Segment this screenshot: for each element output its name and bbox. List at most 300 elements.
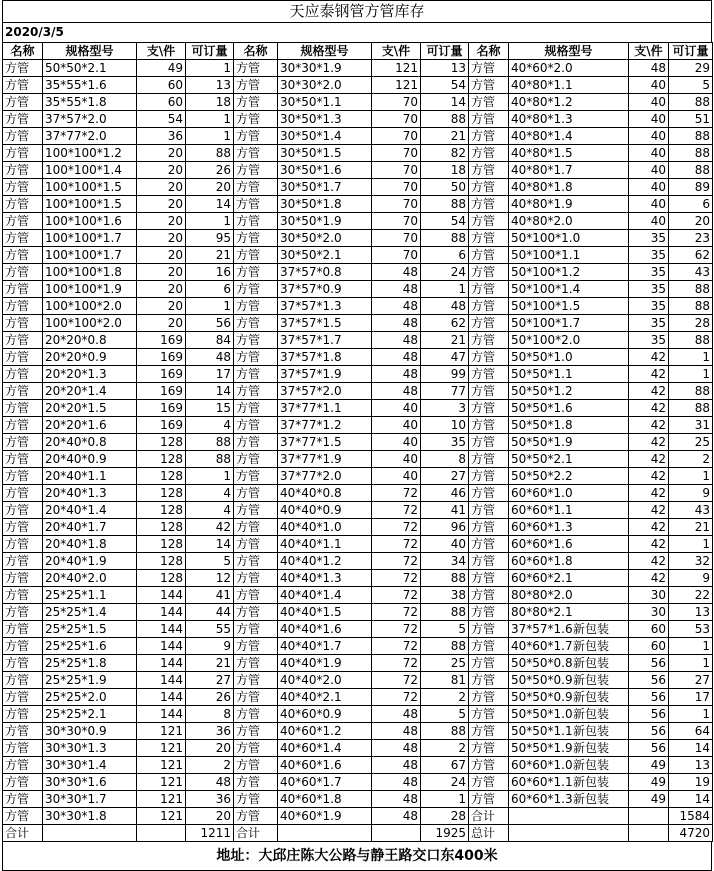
- spec-model: 40*60*0.9: [278, 706, 372, 723]
- available-qty: 1: [669, 366, 713, 383]
- product-name: 方管: [3, 383, 43, 400]
- available-qty: 77: [421, 383, 469, 400]
- spec-model: 20*40*0.9: [43, 451, 137, 468]
- package-note: 新包装: [573, 622, 610, 636]
- header-cell: 可订量: [421, 43, 469, 60]
- pieces-per-bundle: 42: [629, 519, 669, 536]
- product-name: 方管: [469, 264, 509, 281]
- available-qty: 5: [421, 706, 469, 723]
- product-name: 方管: [469, 791, 509, 808]
- spec-model: 20*40*1.9: [43, 553, 137, 570]
- available-qty: 48: [186, 774, 234, 791]
- table-row: [3, 587, 713, 604]
- available-qty: 96: [421, 519, 469, 536]
- available-qty: 21: [186, 247, 234, 264]
- product-name: 方管: [234, 774, 278, 791]
- empty-cell: [278, 825, 372, 842]
- product-name: 方管: [234, 706, 278, 723]
- spec-model: [509, 638, 629, 655]
- pieces-per-bundle: 40: [629, 128, 669, 145]
- product-name: 方管: [469, 349, 509, 366]
- available-qty: 28: [669, 315, 713, 332]
- product-name: 方管: [234, 349, 278, 366]
- product-name: 方管: [469, 723, 509, 740]
- spec-model: 37*77*2.0: [278, 468, 372, 485]
- product-name: 方管: [469, 502, 509, 519]
- product-name: 方管: [3, 638, 43, 655]
- empty-cell: [509, 825, 629, 842]
- address-footer: 地址：大邱庄陈大公路与静王路交口东400米: [2, 842, 712, 871]
- product-name: 方管: [469, 162, 509, 179]
- table-row: [3, 417, 713, 434]
- spec-model: [509, 111, 629, 128]
- spec-value: 50*50*1.1: [511, 367, 573, 381]
- pieces-per-bundle: [629, 808, 669, 825]
- spec-value: 37*57*1.6: [511, 622, 573, 636]
- pieces-per-bundle: 35: [629, 315, 669, 332]
- empty-cell: [43, 825, 137, 842]
- spec-model: 40*60*1.2: [278, 723, 372, 740]
- pieces-per-bundle: 169: [137, 332, 186, 349]
- pieces-per-bundle: 121: [137, 757, 186, 774]
- product-name: 方管: [3, 247, 43, 264]
- spec-value: 50*50*1.9: [511, 435, 573, 449]
- product-name: 方管: [3, 434, 43, 451]
- available-qty: 13: [186, 77, 234, 94]
- spec-model: 30*50*1.5: [278, 145, 372, 162]
- product-name: 方管: [469, 485, 509, 502]
- spec-value: 50*50*1.9: [511, 741, 573, 755]
- available-qty: 43: [669, 502, 713, 519]
- available-qty: 38: [421, 587, 469, 604]
- spec-model: 40*40*1.0: [278, 519, 372, 536]
- table-row: [3, 638, 713, 655]
- pieces-per-bundle: 56: [629, 740, 669, 757]
- pieces-per-bundle: 72: [372, 519, 421, 536]
- pieces-per-bundle: 144: [137, 621, 186, 638]
- spec-model: [509, 247, 629, 264]
- product-name: 方管: [469, 774, 509, 791]
- product-name: 方管: [3, 485, 43, 502]
- pieces-per-bundle: 35: [629, 264, 669, 281]
- spec-value: 50*50*2.1: [511, 452, 573, 466]
- pieces-per-bundle: 42: [629, 502, 669, 519]
- spec-model: [509, 740, 629, 757]
- pieces-per-bundle: 128: [137, 468, 186, 485]
- available-qty: 9: [669, 570, 713, 587]
- pieces-per-bundle: 70: [372, 128, 421, 145]
- pieces-per-bundle: 70: [372, 145, 421, 162]
- spec-model: 20*40*1.8: [43, 536, 137, 553]
- available-qty: 9: [669, 485, 713, 502]
- product-name: 方管: [234, 366, 278, 383]
- total-label: 合计: [234, 825, 278, 842]
- available-qty: 1: [669, 638, 713, 655]
- spec-value: 40*80*1.3: [511, 112, 573, 126]
- spec-value: 50*50*1.0: [511, 707, 573, 721]
- product-name: 方管: [3, 128, 43, 145]
- header-cell: 可订量: [186, 43, 234, 60]
- available-qty: 50: [421, 179, 469, 196]
- product-name: 方管: [234, 502, 278, 519]
- available-qty: 20: [186, 740, 234, 757]
- empty-cell: [372, 825, 421, 842]
- available-qty: 13: [669, 604, 713, 621]
- spec-model: [509, 723, 629, 740]
- spec-model: 40*60*1.8: [278, 791, 372, 808]
- available-qty: 62: [669, 247, 713, 264]
- spec-value: 50*50*1.1: [511, 724, 573, 738]
- available-qty: 20: [186, 808, 234, 825]
- available-qty: 1: [186, 60, 234, 77]
- pieces-per-bundle: 36: [137, 128, 186, 145]
- product-name: 方管: [3, 536, 43, 553]
- available-qty: 14: [186, 196, 234, 213]
- product-name: 方管: [469, 298, 509, 315]
- spec-model: 30*30*1.9: [278, 60, 372, 77]
- product-name: 方管: [3, 468, 43, 485]
- spec-model: 100*100*1.5: [43, 196, 137, 213]
- available-qty: 88: [186, 145, 234, 162]
- available-qty: 56: [186, 315, 234, 332]
- spec-model: 20*40*1.3: [43, 485, 137, 502]
- spec-value: 60*60*1.3: [511, 520, 573, 534]
- package-note: 新包装: [573, 775, 610, 789]
- pieces-per-bundle: 56: [629, 655, 669, 672]
- product-name: 方管: [234, 264, 278, 281]
- available-qty: 1: [186, 298, 234, 315]
- spec-model: [509, 706, 629, 723]
- spec-model: 40*40*1.3: [278, 570, 372, 587]
- available-qty: 21: [669, 519, 713, 536]
- table-row: [3, 570, 713, 587]
- product-name: 方管: [234, 332, 278, 349]
- available-qty: 25: [669, 434, 713, 451]
- spec-value: 40*60*2.0: [511, 61, 573, 75]
- empty-cell: [629, 825, 669, 842]
- pieces-per-bundle: 70: [372, 94, 421, 111]
- available-qty: 88: [669, 128, 713, 145]
- product-name: 方管: [469, 468, 509, 485]
- table-row: [3, 757, 713, 774]
- product-name: 方管: [469, 315, 509, 332]
- available-qty: 36: [186, 791, 234, 808]
- spec-model: 37*57*1.8: [278, 349, 372, 366]
- spec-value: 50*50*1.2: [511, 384, 573, 398]
- spec-model: [509, 655, 629, 672]
- pieces-per-bundle: 72: [372, 604, 421, 621]
- available-qty: 24: [421, 264, 469, 281]
- spec-value: 40*80*1.5: [511, 146, 573, 160]
- pieces-per-bundle: 42: [629, 553, 669, 570]
- available-qty: 3: [421, 400, 469, 417]
- spec-model: 25*25*1.5: [43, 621, 137, 638]
- spec-model: 40*60*1.9: [278, 808, 372, 825]
- spec-model: 100*100*2.0: [43, 298, 137, 315]
- available-qty: 28: [421, 808, 469, 825]
- spec-model: [509, 689, 629, 706]
- available-qty: 46: [421, 485, 469, 502]
- spec-model: 37*57*2.0: [43, 111, 137, 128]
- pieces-per-bundle: 169: [137, 349, 186, 366]
- spec-value: 40*80*1.4: [511, 129, 573, 143]
- pieces-per-bundle: 72: [372, 502, 421, 519]
- pieces-per-bundle: 42: [629, 434, 669, 451]
- available-qty: 4: [186, 417, 234, 434]
- spec-value: 40*60*1.7: [511, 639, 573, 653]
- table-row: [3, 689, 713, 706]
- product-name: 方管: [234, 740, 278, 757]
- product-name: 方管: [3, 655, 43, 672]
- pieces-per-bundle: 20: [137, 264, 186, 281]
- table-row: [3, 774, 713, 791]
- available-qty: 88: [669, 332, 713, 349]
- available-qty: 1: [669, 468, 713, 485]
- pieces-per-bundle: 40: [629, 145, 669, 162]
- spec-model: 100*100*1.7: [43, 247, 137, 264]
- product-name: 方管: [3, 298, 43, 315]
- spec-model: [509, 94, 629, 111]
- table-row: [3, 672, 713, 689]
- available-qty: 6: [669, 196, 713, 213]
- available-qty: 15: [186, 400, 234, 417]
- product-name: 合计: [469, 808, 509, 825]
- table-row: [3, 383, 713, 400]
- pieces-per-bundle: 169: [137, 417, 186, 434]
- product-name: 方管: [469, 145, 509, 162]
- product-name: 方管: [3, 689, 43, 706]
- pieces-per-bundle: 48: [372, 281, 421, 298]
- product-name: 方管: [234, 281, 278, 298]
- pieces-per-bundle: 48: [372, 298, 421, 315]
- available-qty: 21: [421, 128, 469, 145]
- spec-model: 20*40*0.8: [43, 434, 137, 451]
- product-name: 方管: [3, 417, 43, 434]
- pieces-per-bundle: 144: [137, 587, 186, 604]
- available-qty: 17: [186, 366, 234, 383]
- spec-model: [509, 332, 629, 349]
- available-qty: 10: [421, 417, 469, 434]
- spec-model: [509, 349, 629, 366]
- available-qty: 1: [669, 655, 713, 672]
- product-name: 方管: [469, 281, 509, 298]
- spec-model: 20*20*1.5: [43, 400, 137, 417]
- pieces-per-bundle: 40: [372, 451, 421, 468]
- pieces-per-bundle: 72: [372, 553, 421, 570]
- spec-value: 60*60*1.8: [511, 554, 573, 568]
- product-name: 方管: [3, 145, 43, 162]
- product-name: 方管: [3, 349, 43, 366]
- pieces-per-bundle: 20: [137, 247, 186, 264]
- product-name: 方管: [3, 94, 43, 111]
- available-qty: 1: [186, 111, 234, 128]
- spec-model: 40*40*1.1: [278, 536, 372, 553]
- pieces-per-bundle: 20: [137, 196, 186, 213]
- available-qty: 88: [669, 383, 713, 400]
- spec-model: 40*40*1.9: [278, 655, 372, 672]
- spec-value: 80*80*2.1: [511, 605, 573, 619]
- pieces-per-bundle: 60: [629, 621, 669, 638]
- inventory-body: [3, 60, 713, 842]
- available-qty: 64: [669, 723, 713, 740]
- spec-model: 40*40*2.1: [278, 689, 372, 706]
- available-qty: 88: [669, 145, 713, 162]
- product-name: 方管: [234, 162, 278, 179]
- available-qty: 14: [669, 791, 713, 808]
- spec-model: 25*25*2.0: [43, 689, 137, 706]
- spec-value: 50*50*1.0: [511, 350, 573, 364]
- product-name: 方管: [3, 451, 43, 468]
- spec-model: 37*57*1.9: [278, 366, 372, 383]
- product-name: 方管: [469, 604, 509, 621]
- spec-model: [509, 230, 629, 247]
- spec-model: 20*40*2.0: [43, 570, 137, 587]
- pieces-per-bundle: 144: [137, 638, 186, 655]
- header-cell: 支\件: [629, 43, 669, 60]
- table-row: [3, 468, 713, 485]
- available-qty: 2: [186, 757, 234, 774]
- pieces-per-bundle: 128: [137, 570, 186, 587]
- table-row: [3, 179, 713, 196]
- available-qty: 20: [669, 213, 713, 230]
- available-qty: 24: [421, 774, 469, 791]
- product-name: 方管: [3, 774, 43, 791]
- package-note: 新包装: [573, 656, 610, 670]
- spec-model: 20*40*1.1: [43, 468, 137, 485]
- available-qty: 42: [186, 519, 234, 536]
- spec-value: 40*80*1.2: [511, 95, 573, 109]
- spec-value: 50*50*1.6: [511, 401, 573, 415]
- spec-model: [509, 77, 629, 94]
- product-name: 方管: [3, 519, 43, 536]
- pieces-per-bundle: 48: [372, 706, 421, 723]
- spec-value: 50*100*1.7: [511, 316, 581, 330]
- spec-model: [509, 672, 629, 689]
- product-name: 方管: [234, 570, 278, 587]
- pieces-per-bundle: 35: [629, 281, 669, 298]
- table-row: [3, 77, 713, 94]
- pieces-per-bundle: 72: [372, 587, 421, 604]
- pieces-per-bundle: 144: [137, 689, 186, 706]
- pieces-per-bundle: 48: [372, 332, 421, 349]
- available-qty: 27: [669, 672, 713, 689]
- header-row: [3, 43, 713, 60]
- product-name: 方管: [3, 264, 43, 281]
- spec-model: [509, 621, 629, 638]
- spec-model: [509, 757, 629, 774]
- pieces-per-bundle: 128: [137, 553, 186, 570]
- spec-model: [509, 315, 629, 332]
- pieces-per-bundle: 48: [372, 808, 421, 825]
- pieces-per-bundle: 48: [372, 366, 421, 383]
- available-qty: 54: [421, 213, 469, 230]
- package-note: 新包装: [573, 724, 610, 738]
- pieces-per-bundle: 72: [372, 485, 421, 502]
- spec-value: 60*60*1.6: [511, 537, 573, 551]
- available-qty: 88: [669, 94, 713, 111]
- pieces-per-bundle: 70: [372, 179, 421, 196]
- spec-value: 50*100*1.0: [511, 231, 581, 245]
- spec-value: 50*100*1.1: [511, 248, 581, 262]
- table-row: [3, 604, 713, 621]
- spec-model: [509, 145, 629, 162]
- table-row: [3, 536, 713, 553]
- product-name: 方管: [234, 536, 278, 553]
- available-qty: 21: [186, 655, 234, 672]
- table-row: [3, 315, 713, 332]
- available-qty: 14: [186, 536, 234, 553]
- available-qty: 1: [186, 468, 234, 485]
- pieces-per-bundle: 30: [629, 587, 669, 604]
- product-name: 方管: [469, 434, 509, 451]
- spec-model: [509, 128, 629, 145]
- product-name: 方管: [234, 672, 278, 689]
- available-qty: 47: [421, 349, 469, 366]
- table-row: [3, 281, 713, 298]
- spec-model: 20*40*1.4: [43, 502, 137, 519]
- spec-value: 50*100*1.2: [511, 265, 581, 279]
- pieces-per-bundle: 72: [372, 536, 421, 553]
- spec-model: 25*25*1.4: [43, 604, 137, 621]
- product-name: 方管: [234, 417, 278, 434]
- product-name: 方管: [234, 808, 278, 825]
- spec-model: 30*50*2.0: [278, 230, 372, 247]
- product-name: 方管: [3, 111, 43, 128]
- spec-value: 40*80*1.1: [511, 78, 573, 92]
- spec-model: [509, 179, 629, 196]
- header-cell: 支\件: [372, 43, 421, 60]
- spec-model: [509, 281, 629, 298]
- product-name: 方管: [234, 400, 278, 417]
- spec-value: 50*100*1.4: [511, 282, 581, 296]
- spec-model: 50*50*2.1: [43, 60, 137, 77]
- pieces-per-bundle: 169: [137, 400, 186, 417]
- pieces-per-bundle: 48: [372, 774, 421, 791]
- product-name: 方管: [469, 230, 509, 247]
- pieces-per-bundle: 48: [629, 60, 669, 77]
- spec-value: 60*60*1.1: [511, 503, 573, 517]
- product-name: 方管: [3, 553, 43, 570]
- spec-model: [509, 196, 629, 213]
- total-value: 1211: [186, 825, 234, 842]
- product-name: 方管: [469, 451, 509, 468]
- header-cell: 名称: [469, 43, 509, 60]
- package-note: 新包装: [573, 707, 610, 721]
- product-name: 方管: [234, 298, 278, 315]
- spec-model: 30*50*1.4: [278, 128, 372, 145]
- product-name: 方管: [3, 196, 43, 213]
- spec-value: 50*100*1.5: [511, 299, 581, 313]
- spec-model: 37*57*0.9: [278, 281, 372, 298]
- available-qty: 5: [669, 77, 713, 94]
- spec-model: 30*50*1.8: [278, 196, 372, 213]
- available-qty: 40: [421, 536, 469, 553]
- spec-model: [509, 434, 629, 451]
- spec-value: 50*50*0.9: [511, 690, 573, 704]
- pieces-per-bundle: 35: [629, 298, 669, 315]
- product-name: 方管: [234, 791, 278, 808]
- product-name: 方管: [469, 366, 509, 383]
- product-name: 方管: [234, 111, 278, 128]
- spec-model: [509, 536, 629, 553]
- pieces-per-bundle: 128: [137, 502, 186, 519]
- spec-model: [509, 485, 629, 502]
- pieces-per-bundle: 121: [137, 740, 186, 757]
- pieces-per-bundle: 60: [137, 77, 186, 94]
- pieces-per-bundle: 40: [629, 196, 669, 213]
- product-name: 方管: [3, 672, 43, 689]
- spec-model: 40*40*1.2: [278, 553, 372, 570]
